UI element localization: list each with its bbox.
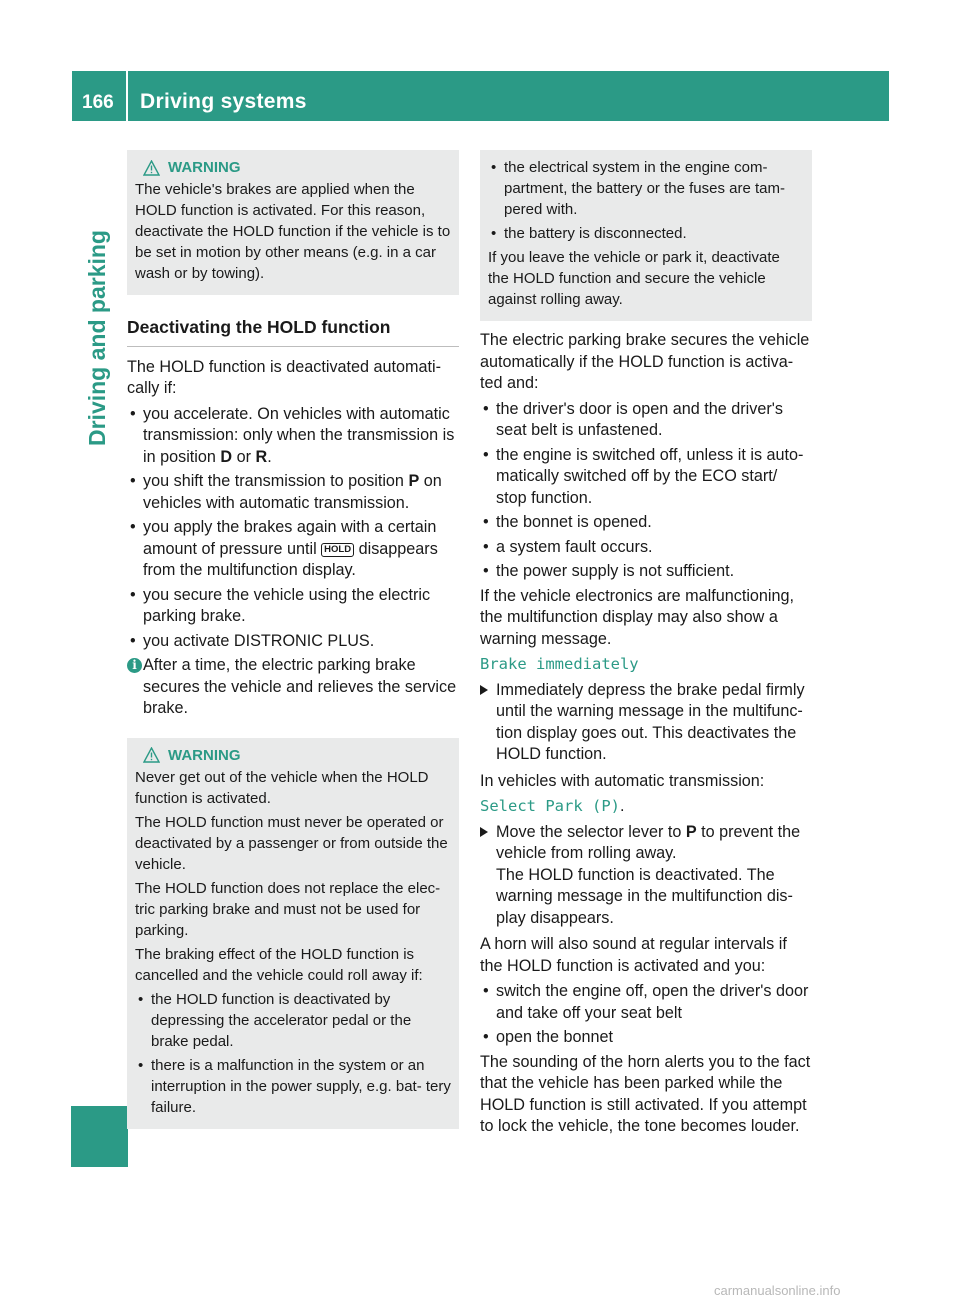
arrow-right-icon	[480, 685, 488, 695]
list-item: • open the bonnet	[480, 1027, 812, 1049]
warning-text: The HOLD function does not replace the elec- tric parking brake and must not be used for parking.	[135, 879, 441, 939]
left-column	[127, 150, 459, 1129]
warning-label: WARNING	[168, 159, 241, 176]
list-item: • the battery is disconnected.	[488, 223, 804, 244]
action-item: Immediately depress the brake pedal firmly until the warning message in the multifunc- tion display goes out. This deactivates the HOLD function.	[480, 680, 812, 766]
warning-text: The vehicle's brakes are applied when the HOLD function is activated. For this reason, deactivate the HOLD function if the vehicle is to be set in motion by other means (e.g. in a car wash or by towing).	[135, 181, 451, 282]
side-tab-label: Driving and parking	[84, 230, 110, 446]
section-heading: Deactivating the HOLD function	[127, 317, 459, 347]
action-list	[480, 680, 812, 766]
right-column	[480, 150, 812, 1142]
watermark: carmanualsonline.info	[714, 1283, 841, 1298]
paragraph: The HOLD function is deactivated automati- cally if:	[127, 357, 442, 397]
list-item: • the HOLD function is deactivated by depressing the accelerator pedal or the brake pedal.	[135, 989, 451, 1052]
paragraph: The sounding of the horn alerts you to the fact that the vehicle has been parked while the HOLD function is still activated. If you attempt to lock the vehicle, the tone becomes louder.	[480, 1052, 811, 1135]
bullet-list	[127, 404, 459, 653]
header-divider	[126, 71, 128, 121]
arrow-right-icon	[480, 827, 488, 837]
side-tab-block	[71, 1106, 128, 1167]
list-item: • you shift the transmission to position P on vehicles with automatic transmission.	[127, 471, 459, 514]
list-item: • you activate DISTRONIC PLUS.	[127, 631, 459, 653]
action-list	[480, 822, 812, 930]
warning-text: If you leave the vehicle or park it, deactivate the HOLD function and secure the vehicle against rolling away.	[488, 249, 780, 308]
list-item: • the electrical system in the engine com- partment, the battery or the fuses are tam- pered with.	[488, 157, 804, 220]
info-note: i After a time, the electric parking brake secures the vehicle and relieves the service brake.	[127, 655, 459, 720]
warning-label: WARNING	[168, 746, 241, 764]
display-message: Brake immediately	[480, 655, 639, 673]
warning-text: Never get out of the vehicle when the HOLD function is activated.	[135, 768, 429, 807]
list-item: • a system fault occurs.	[480, 537, 812, 559]
list-item: • you secure the vehicle using the electric parking brake.	[127, 585, 459, 628]
bullet-list	[480, 981, 812, 1049]
warning-header	[135, 157, 451, 178]
display-message: Select Park (P).	[480, 797, 625, 815]
paragraph: In vehicles with automatic transmission:	[480, 771, 765, 790]
warning-triangle-icon	[143, 160, 160, 176]
warning-box-1	[127, 150, 459, 295]
paragraph: If the vehicle electronics are malfunctioning, the multifunction display may also show a warning message.	[480, 586, 795, 648]
list-item: • the engine is switched off, unless it is auto- matically switched off by the ECO start/ stop function.	[480, 445, 812, 510]
list-item: • the driver's door is open and the driver's seat belt is unfastened.	[480, 399, 812, 442]
section-title: Driving systems	[140, 90, 307, 113]
paragraph: The electric parking brake secures the vehicle automatically if the HOLD function is activa- ted and:	[480, 331, 810, 392]
list-item: • the bonnet is opened.	[480, 512, 812, 534]
action-item: Move the selector lever to P to prevent the vehicle from rolling away. The HOLD function is deactivated. The warning message in the multifunction dis- play disappears.	[480, 822, 812, 930]
warning-box-2	[127, 738, 459, 1129]
bullet-list	[488, 157, 804, 244]
warning-triangle-icon	[143, 747, 160, 763]
paragraph: A horn will also sound at regular intervals if the HOLD function is activated and you:	[480, 935, 787, 975]
bullet-list	[480, 399, 812, 583]
page-number: 166	[82, 92, 114, 113]
warning-header	[135, 745, 451, 766]
list-item: • switch the engine off, open the driver's door and take off your seat belt	[480, 981, 812, 1024]
hold-indicator-icon: HOLD	[321, 543, 354, 557]
list-item: • the power supply is not sufficient.	[480, 561, 812, 583]
warning-text: The braking effect of the HOLD function is cancelled and the vehicle could roll away if:	[135, 945, 423, 984]
list-item: • you apply the brakes again with a certain amount of pressure until HOLD disappears from the multifunction display.	[127, 517, 459, 582]
warning-box-continued	[480, 150, 812, 321]
list-item: • there is a malfunction in the system or an interruption in the power supply, e.g. bat- tery failure.	[135, 1055, 451, 1118]
bullet-list	[135, 989, 451, 1118]
list-item: • you accelerate. On vehicles with automatic transmission: only when the transmission is in position D or R.	[127, 404, 459, 469]
warning-text: The HOLD function must never be operated or deactivated by a passenger or from outside the vehicle.	[135, 813, 448, 873]
info-icon: i	[127, 658, 142, 673]
